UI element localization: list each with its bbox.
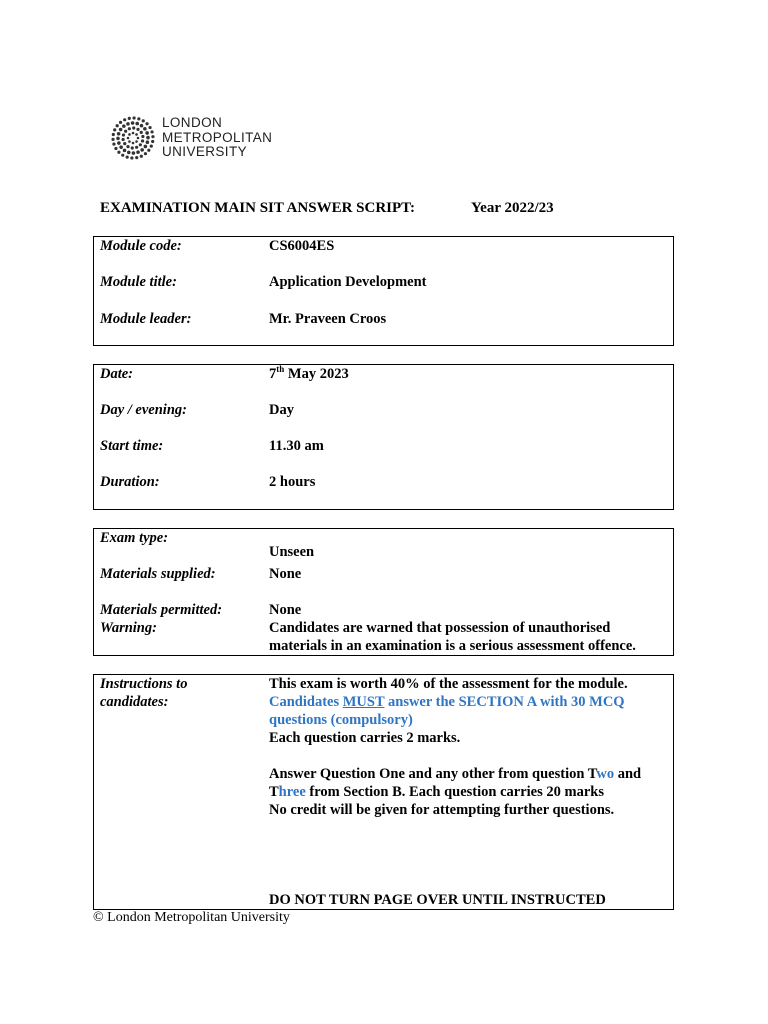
logo-dot (123, 149, 127, 153)
logo-dot (144, 152, 147, 155)
instruction-section-b-part-2: hree (278, 784, 306, 800)
university-logo (110, 115, 310, 163)
module-code-value: CS6004ES (269, 238, 335, 254)
logo-dot (140, 131, 143, 134)
materials-permitted-label: Materials permitted: (100, 602, 223, 618)
materials-supplied-value: None (269, 566, 302, 582)
duration-value: 2 hours (269, 474, 316, 490)
logo-dot (132, 142, 135, 145)
logo-dot (128, 140, 131, 143)
instruction-section-b-part-3: from Section B. Each question carries 20 marks (305, 784, 604, 800)
logo-dot (144, 145, 148, 149)
instruction-section-a (269, 694, 625, 711)
module-leader-value: Mr. Praveen Croos (269, 311, 387, 327)
logo-dot (114, 147, 117, 150)
logo-dot (135, 133, 138, 136)
logo-dot (111, 138, 114, 141)
logo-dot (146, 140, 150, 144)
logo-dot (141, 139, 144, 142)
instruction-answer-part-2: wo (596, 766, 615, 782)
logo-line-2: METROPOLITAN (162, 129, 273, 145)
logo-line-1: LONDON (162, 115, 223, 130)
logo-dot (137, 117, 140, 120)
module-code-label: Module code: (100, 238, 182, 254)
logo-dot (117, 132, 121, 136)
warning-line-2: materials in an examination is a serious assessment offence. (269, 638, 636, 654)
logo-dot (132, 151, 136, 155)
logo-dot (137, 137, 140, 140)
logo-dot (123, 142, 126, 145)
date-value (269, 366, 349, 383)
instruction-section-b-part-1: T (269, 784, 279, 800)
instruction-compulsory: questions (compulsory) (269, 712, 413, 728)
logo-dot (119, 121, 122, 124)
logo-dot (150, 130, 153, 133)
module-title-value: Application Development (269, 274, 427, 290)
logo-dot (151, 135, 154, 138)
logo-dot (127, 151, 131, 155)
module-info-box (93, 236, 674, 346)
logo-dot (145, 122, 148, 125)
schedule-box (93, 364, 674, 510)
instruction-worth: This exam is worth 40% of the assessment for the module. (269, 676, 628, 692)
logo-dot (126, 145, 129, 148)
logo-dot (136, 150, 140, 154)
logo-dot (141, 135, 144, 138)
instruction-section-b (269, 784, 604, 801)
module-title-label: Module title: (100, 274, 177, 290)
logo-dot (127, 137, 130, 140)
logo-dot (140, 148, 144, 152)
logo-line-3: UNIVERSITY (162, 144, 248, 159)
logo-dot (113, 128, 116, 131)
instruction-answer-part-3: and (614, 766, 642, 782)
logo-dot (150, 144, 153, 147)
instructions-label-line-1: Instructions to (100, 676, 188, 692)
logo-dot (147, 149, 150, 152)
logo-dot (132, 126, 135, 129)
logo-dot (146, 136, 150, 140)
logo-dot (116, 124, 119, 127)
logo-dot (140, 124, 144, 128)
exam-year: Year 2022/23 (471, 200, 554, 216)
module-leader-label: Module leader: (100, 311, 192, 327)
warning-line-1: Candidates are warned that possession of unauthorised (269, 620, 611, 636)
start-time-label: Start time: (100, 438, 164, 454)
exam-header (100, 200, 554, 217)
logo-dot (140, 155, 143, 158)
instructions-label-line-2: candidates: (100, 694, 169, 710)
logo-dot (135, 146, 138, 149)
logo-dot (139, 143, 142, 146)
logo-dot (143, 127, 147, 131)
logo-dot (117, 141, 121, 145)
date-label: Date: (100, 366, 134, 382)
logo-dot (128, 117, 131, 120)
logo-dot (128, 133, 131, 136)
logo-dot (123, 118, 126, 121)
logo-dot (135, 140, 138, 143)
instruction-section-a-part-1: Candidates (269, 694, 343, 710)
warning-label: Warning: (100, 620, 157, 636)
logo-dot (151, 140, 154, 143)
date-day: 7 (269, 366, 277, 382)
logo-dot (112, 142, 115, 145)
logo-dot (131, 146, 134, 149)
day-evening-label: Day / evening: (100, 402, 187, 418)
date-rest: May 2023 (284, 366, 349, 382)
instruction-no-credit: No credit will be given for attempting further questions. (269, 802, 615, 818)
materials-permitted-value: None (269, 602, 302, 618)
exam-header-title: EXAMINATION MAIN SIT ANSWER SCRIPT: (100, 200, 416, 216)
instruction-must: MUST (342, 694, 385, 710)
logo-dot (126, 156, 129, 159)
logo-dot (145, 131, 149, 135)
exam-type-box (93, 528, 674, 656)
instruction-answer-question (269, 766, 641, 783)
materials-supplied-label: Materials supplied: (100, 566, 216, 582)
logo-dot (122, 138, 125, 141)
logo-dots-icon (110, 115, 156, 161)
instruction-do-not-turn: DO NOT TURN PAGE OVER UNTIL INSTRUCTED (269, 892, 606, 908)
instruction-answer-part-1: Answer Question One and any other from question T (269, 766, 597, 782)
logo-dot (126, 122, 130, 126)
logo-dot (142, 119, 145, 122)
logo-dot (119, 145, 123, 149)
logo-dot (132, 132, 135, 135)
exam-type-value: Unseen (269, 544, 315, 560)
logo-dot (122, 133, 125, 136)
logo-dot (112, 133, 115, 136)
logo-dot (122, 124, 126, 128)
logo-dot (131, 121, 135, 125)
instruction-marks: Each question carries 2 marks. (269, 730, 461, 746)
logo-dot (132, 116, 135, 119)
logo-dot (124, 130, 127, 133)
logo-dot (128, 127, 131, 130)
instructions-box (93, 674, 674, 910)
logo-dot (116, 137, 120, 141)
day-evening-value: Day (269, 402, 294, 418)
instruction-section-a-part-2: answer the SECTION A with 30 MCQ (384, 694, 625, 710)
logo-wordmark (162, 116, 272, 160)
logo-dot (119, 128, 123, 132)
logo-dot (130, 156, 133, 159)
logo-dot (121, 154, 124, 157)
logo-dot (117, 151, 120, 154)
logo-dot (148, 126, 151, 129)
copyright-footer: © London Metropolitan University (93, 910, 290, 925)
exam-type-label: Exam type: (100, 530, 169, 546)
logo-dot (135, 122, 139, 126)
duration-label: Duration: (100, 474, 160, 490)
start-time-value: 11.30 am (269, 438, 324, 454)
logo-dot (135, 156, 138, 159)
date-suffix: th (276, 364, 285, 374)
logo-dot (136, 128, 139, 131)
